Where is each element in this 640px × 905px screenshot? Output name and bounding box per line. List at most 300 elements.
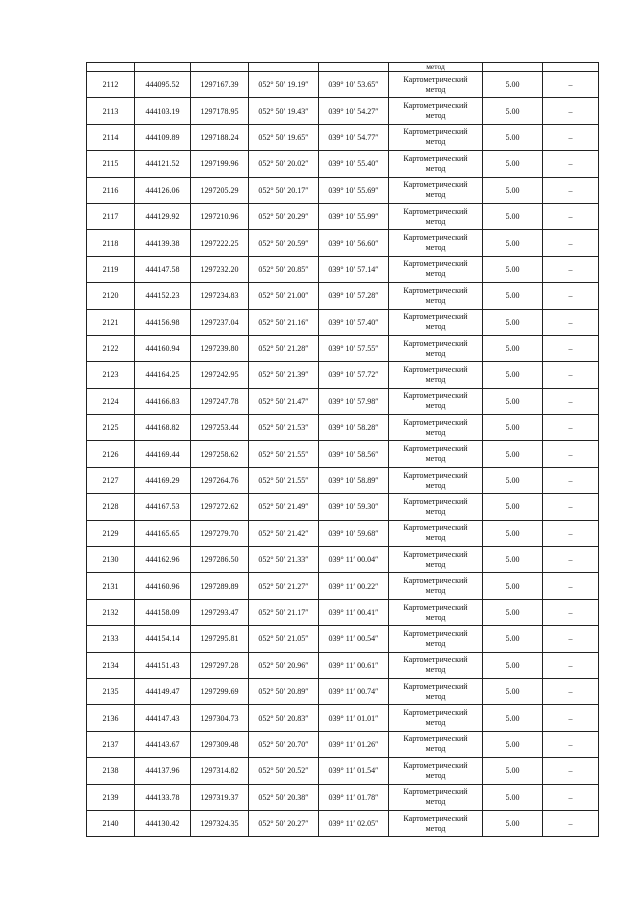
- cell-y-coordinate: 1297319.37: [191, 784, 249, 810]
- method-line-1: Картометрический: [403, 760, 468, 770]
- cell-longitude: 039° 11′ 00.74″: [319, 678, 389, 704]
- cell-method: [389, 678, 483, 704]
- table-row: [87, 678, 599, 704]
- cell-y-coordinate: 1297178.95: [191, 98, 249, 124]
- cell-x-coordinate: 444165.65: [135, 520, 191, 546]
- cell-note: –: [543, 494, 599, 520]
- cell-longitude: 039° 11′ 00.04″: [319, 547, 389, 573]
- cell-longitude: 039° 11′ 01.26″: [319, 731, 389, 757]
- cell-empty: [249, 63, 319, 72]
- cell-latitude: 052° 50′ 21.49″: [249, 494, 319, 520]
- table-row: [87, 573, 599, 599]
- cell-point-number: 2119: [87, 256, 135, 282]
- cell-note: –: [543, 758, 599, 784]
- method-line-2: метод: [425, 322, 446, 332]
- cell-accuracy: 5.00: [483, 415, 543, 441]
- cell-note: –: [543, 705, 599, 731]
- method-line-1: Картометрический: [403, 681, 468, 691]
- table-body: [87, 63, 599, 837]
- method-line-1: Картометрический: [403, 813, 468, 823]
- cell-longitude: 039° 10′ 58.56″: [319, 441, 389, 467]
- method-line-2: метод: [425, 823, 446, 833]
- cell-method: [389, 599, 483, 625]
- cell-x-coordinate: 444169.29: [135, 467, 191, 493]
- cell-x-coordinate: 444103.19: [135, 98, 191, 124]
- method-line-1: Картометрический: [403, 206, 468, 216]
- method-line-1: Картометрический: [403, 364, 468, 374]
- table-row: [87, 72, 599, 98]
- method-line-2: метод: [425, 638, 446, 648]
- method-line-2: метод: [425, 243, 446, 253]
- cell-accuracy: 5.00: [483, 309, 543, 335]
- cell-y-coordinate: 1297324.35: [191, 810, 249, 836]
- cell-x-coordinate: 444160.94: [135, 335, 191, 361]
- cell-method: [389, 810, 483, 836]
- cell-note: –: [543, 256, 599, 282]
- cell-x-coordinate: 444169.44: [135, 441, 191, 467]
- table-row: [87, 98, 599, 124]
- cell-note: –: [543, 652, 599, 678]
- method-line-1: Картометрический: [403, 391, 468, 401]
- cell-latitude: 052° 50′ 20.89″: [249, 678, 319, 704]
- cell-latitude: 052° 50′ 21.39″: [249, 362, 319, 388]
- cell-x-coordinate: 444168.82: [135, 415, 191, 441]
- cell-method: [389, 626, 483, 652]
- cell-longitude: 039° 11′ 01.54″: [319, 758, 389, 784]
- cell-longitude: 039° 11′ 01.78″: [319, 784, 389, 810]
- method-line-1: Картометрический: [403, 602, 468, 612]
- cell-accuracy: 5.00: [483, 203, 543, 229]
- method-line-1: Картометрический: [403, 74, 468, 84]
- cell-latitude: 052° 50′ 21.55″: [249, 467, 319, 493]
- cell-point-number: 2127: [87, 467, 135, 493]
- table-row-continuation: [87, 63, 599, 72]
- cell-point-number: 2123: [87, 362, 135, 388]
- cell-note: –: [543, 810, 599, 836]
- cell-note: –: [543, 283, 599, 309]
- cell-x-coordinate: 444139.38: [135, 230, 191, 256]
- cell-latitude: 052° 50′ 20.85″: [249, 256, 319, 282]
- cell-y-coordinate: 1297314.82: [191, 758, 249, 784]
- cell-note: –: [543, 626, 599, 652]
- table-row: [87, 362, 599, 388]
- cell-method: [389, 652, 483, 678]
- cell-accuracy: 5.00: [483, 810, 543, 836]
- cell-y-coordinate: 1297199.96: [191, 151, 249, 177]
- cell-y-coordinate: 1297205.29: [191, 177, 249, 203]
- table-row: [87, 520, 599, 546]
- cell-accuracy: 5.00: [483, 731, 543, 757]
- cell-longitude: 039° 10′ 57.40″: [319, 309, 389, 335]
- cell-accuracy: 5.00: [483, 362, 543, 388]
- table-row: [87, 599, 599, 625]
- cell-note: –: [543, 335, 599, 361]
- method-line-1: Картометрический: [403, 628, 468, 638]
- cell-latitude: 052° 50′ 21.42″: [249, 520, 319, 546]
- method-line-2: метод: [425, 744, 446, 754]
- cell-x-coordinate: 444121.52: [135, 151, 191, 177]
- table-row: [87, 177, 599, 203]
- method-line-2: метод: [425, 163, 446, 173]
- cell-accuracy: 5.00: [483, 441, 543, 467]
- cell-accuracy: 5.00: [483, 256, 543, 282]
- cell-y-coordinate: 1297286.50: [191, 547, 249, 573]
- method-line-2: метод: [425, 533, 446, 543]
- method-line-1: Картометрический: [403, 708, 468, 718]
- cell-x-coordinate: 444166.83: [135, 388, 191, 414]
- cell-latitude: 052° 50′ 20.02″: [249, 151, 319, 177]
- method-line-1: Картометрический: [403, 444, 468, 454]
- cell-point-number: 2132: [87, 599, 135, 625]
- cell-note: –: [543, 98, 599, 124]
- cell-point-number: 2120: [87, 283, 135, 309]
- cell-note: –: [543, 388, 599, 414]
- cell-longitude: 039° 10′ 57.55″: [319, 335, 389, 361]
- cell-y-coordinate: 1297234.83: [191, 283, 249, 309]
- cell-latitude: 052° 50′ 20.83″: [249, 705, 319, 731]
- cell-point-number: 2126: [87, 441, 135, 467]
- cell-point-number: 2137: [87, 731, 135, 757]
- cell-method: [389, 335, 483, 361]
- cell-latitude: 052° 50′ 21.47″: [249, 388, 319, 414]
- cell-empty: [319, 63, 389, 72]
- cell-latitude: 052° 50′ 21.53″: [249, 415, 319, 441]
- cell-point-number: 2113: [87, 98, 135, 124]
- cell-point-number: 2134: [87, 652, 135, 678]
- cell-empty: [87, 63, 135, 72]
- cell-y-coordinate: 1297309.48: [191, 731, 249, 757]
- cell-x-coordinate: 444133.78: [135, 784, 191, 810]
- cell-longitude: 039° 10′ 58.28″: [319, 415, 389, 441]
- cell-point-number: 2139: [87, 784, 135, 810]
- cell-latitude: 052° 50′ 21.16″: [249, 309, 319, 335]
- cell-y-coordinate: 1297304.73: [191, 705, 249, 731]
- table-row: [87, 784, 599, 810]
- cell-point-number: 2116: [87, 177, 135, 203]
- cell-x-coordinate: 444160.96: [135, 573, 191, 599]
- cell-latitude: 052° 50′ 21.28″: [249, 335, 319, 361]
- method-line-1: Картометрический: [403, 417, 468, 427]
- cell-note: –: [543, 573, 599, 599]
- cell-accuracy: 5.00: [483, 784, 543, 810]
- cell-method: [389, 784, 483, 810]
- cell-point-number: 2140: [87, 810, 135, 836]
- cell-longitude: 039° 10′ 57.28″: [319, 283, 389, 309]
- method-line-2: метод: [425, 295, 446, 305]
- cell-note: –: [543, 203, 599, 229]
- cell-note: –: [543, 230, 599, 256]
- cell-y-coordinate: 1297258.62: [191, 441, 249, 467]
- cell-x-coordinate: 444158.09: [135, 599, 191, 625]
- cell-note: –: [543, 441, 599, 467]
- cell-latitude: 052° 50′ 20.70″: [249, 731, 319, 757]
- cell-accuracy: 5.00: [483, 705, 543, 731]
- cell-method: [389, 494, 483, 520]
- cell-x-coordinate: 444164.25: [135, 362, 191, 388]
- cell-x-coordinate: 444109.89: [135, 124, 191, 150]
- cell-accuracy: 5.00: [483, 151, 543, 177]
- method-line-2: метод: [425, 84, 446, 94]
- cell-note: –: [543, 467, 599, 493]
- cell-point-number: 2131: [87, 573, 135, 599]
- cell-empty: [135, 63, 191, 72]
- method-line-2: метод: [425, 454, 446, 464]
- cell-accuracy: 5.00: [483, 652, 543, 678]
- cell-x-coordinate: 444152.23: [135, 283, 191, 309]
- method-line-2: метод: [425, 348, 446, 358]
- cell-accuracy: 5.00: [483, 283, 543, 309]
- cell-accuracy: 5.00: [483, 388, 543, 414]
- cell-accuracy: 5.00: [483, 626, 543, 652]
- cell-x-coordinate: 444156.98: [135, 309, 191, 335]
- table-row: [87, 758, 599, 784]
- cell-x-coordinate: 444149.47: [135, 678, 191, 704]
- cell-method: [389, 415, 483, 441]
- cell-latitude: 052° 50′ 20.29″: [249, 203, 319, 229]
- cell-method: [389, 151, 483, 177]
- cell-method: [389, 203, 483, 229]
- cell-latitude: 052° 50′ 20.27″: [249, 810, 319, 836]
- cell-x-coordinate: 444162.96: [135, 547, 191, 573]
- table-row: [87, 441, 599, 467]
- cell-x-coordinate: 444167.53: [135, 494, 191, 520]
- table-row: [87, 810, 599, 836]
- cell-point-number: 2114: [87, 124, 135, 150]
- cell-method: [389, 520, 483, 546]
- method-line-1: Картометрический: [403, 338, 468, 348]
- cell-y-coordinate: 1297297.28: [191, 652, 249, 678]
- cell-point-number: 2125: [87, 415, 135, 441]
- cell-point-number: 2115: [87, 151, 135, 177]
- method-line-2: метод: [425, 137, 446, 147]
- table-row: [87, 705, 599, 731]
- cell-method: [389, 388, 483, 414]
- method-line-2: метод: [425, 190, 446, 200]
- cell-y-coordinate: 1297272.62: [191, 494, 249, 520]
- method-line-1: Картометрический: [403, 153, 468, 163]
- cell-longitude: 039° 11′ 00.22″: [319, 573, 389, 599]
- cell-longitude: 039° 11′ 00.61″: [319, 652, 389, 678]
- table-row: [87, 547, 599, 573]
- table-row: [87, 230, 599, 256]
- cell-method: [389, 283, 483, 309]
- cell-note: –: [543, 731, 599, 757]
- cell-point-number: 2117: [87, 203, 135, 229]
- cell-x-coordinate: 444154.14: [135, 626, 191, 652]
- cell-note: –: [543, 599, 599, 625]
- method-line-1: Картометрический: [403, 734, 468, 744]
- method-line-2: метод: [425, 612, 446, 622]
- cell-latitude: 052° 50′ 20.38″: [249, 784, 319, 810]
- cell-longitude: 039° 10′ 55.69″: [319, 177, 389, 203]
- cell-latitude: 052° 50′ 21.05″: [249, 626, 319, 652]
- cell-latitude: 052° 50′ 20.17″: [249, 177, 319, 203]
- cell-longitude: 039° 10′ 58.89″: [319, 467, 389, 493]
- cell-method: [389, 362, 483, 388]
- cell-y-coordinate: 1297242.95: [191, 362, 249, 388]
- cell-accuracy: 5.00: [483, 494, 543, 520]
- cell-latitude: 052° 50′ 19.65″: [249, 124, 319, 150]
- cell-point-number: 2130: [87, 547, 135, 573]
- method-line-2: метод: [425, 427, 446, 437]
- cell-x-coordinate: 444129.92: [135, 203, 191, 229]
- cell-method: [389, 124, 483, 150]
- table-row: [87, 256, 599, 282]
- cell-latitude: 052° 50′ 20.96″: [249, 652, 319, 678]
- method-line-1: Картометрический: [403, 180, 468, 190]
- cell-note: –: [543, 520, 599, 546]
- cell-note: –: [543, 678, 599, 704]
- cell-method: [389, 467, 483, 493]
- method-line-2: метод: [425, 401, 446, 411]
- cell-y-coordinate: 1297237.04: [191, 309, 249, 335]
- cell-x-coordinate: 444137.96: [135, 758, 191, 784]
- cell-point-number: 2112: [87, 72, 135, 98]
- cell-y-coordinate: 1297222.25: [191, 230, 249, 256]
- cell-y-coordinate: 1297239.80: [191, 335, 249, 361]
- cell-point-number: 2135: [87, 678, 135, 704]
- table-row: [87, 467, 599, 493]
- method-line-1: Картометрический: [403, 259, 468, 269]
- cell-method: [389, 441, 483, 467]
- cell-longitude: 039° 10′ 57.14″: [319, 256, 389, 282]
- cell-latitude: 052° 50′ 20.59″: [249, 230, 319, 256]
- cell-longitude: 039° 11′ 00.41″: [319, 599, 389, 625]
- cell-note: –: [543, 177, 599, 203]
- cell-longitude: 039° 11′ 00.54″: [319, 626, 389, 652]
- cell-accuracy: 5.00: [483, 335, 543, 361]
- cell-x-coordinate: 444095.52: [135, 72, 191, 98]
- cell-point-number: 2128: [87, 494, 135, 520]
- method-line-2: метод: [425, 691, 446, 701]
- cell-latitude: 052° 50′ 21.17″: [249, 599, 319, 625]
- method-line-1: Картометрический: [403, 549, 468, 559]
- table-row: [87, 494, 599, 520]
- method-line-2: метод: [425, 269, 446, 279]
- cell-point-number: 2129: [87, 520, 135, 546]
- method-line-2: метод: [425, 216, 446, 226]
- cell-method: [389, 72, 483, 98]
- cell-method: [389, 230, 483, 256]
- cell-latitude: 052° 50′ 19.19″: [249, 72, 319, 98]
- cell-longitude: 039° 10′ 54.77″: [319, 124, 389, 150]
- method-line-2: метод: [425, 374, 446, 384]
- cell-note: –: [543, 784, 599, 810]
- cell-point-number: 2133: [87, 626, 135, 652]
- cell-latitude: 052° 50′ 20.52″: [249, 758, 319, 784]
- table-row: [87, 283, 599, 309]
- cell-longitude: 039° 10′ 55.40″: [319, 151, 389, 177]
- cell-latitude: 052° 50′ 21.27″: [249, 573, 319, 599]
- cell-point-number: 2138: [87, 758, 135, 784]
- cell-method-tail: метод: [389, 63, 483, 72]
- cell-y-coordinate: 1297253.44: [191, 415, 249, 441]
- cell-x-coordinate: 444130.42: [135, 810, 191, 836]
- table-row: [87, 335, 599, 361]
- cell-longitude: 039° 10′ 53.65″: [319, 72, 389, 98]
- cell-y-coordinate: 1297299.69: [191, 678, 249, 704]
- method-line-1: Картометрический: [403, 787, 468, 797]
- cell-accuracy: 5.00: [483, 573, 543, 599]
- cell-longitude: 039° 11′ 01.01″: [319, 705, 389, 731]
- cell-method: [389, 309, 483, 335]
- table-row: [87, 626, 599, 652]
- cell-y-coordinate: 1297188.24: [191, 124, 249, 150]
- cell-note: –: [543, 547, 599, 573]
- cell-point-number: 2118: [87, 230, 135, 256]
- cell-y-coordinate: 1297210.96: [191, 203, 249, 229]
- cell-latitude: 052° 50′ 21.00″: [249, 283, 319, 309]
- cell-method: [389, 758, 483, 784]
- cell-note: –: [543, 151, 599, 177]
- method-line-2: метод: [425, 718, 446, 728]
- cell-y-coordinate: 1297232.20: [191, 256, 249, 282]
- method-line-2: метод: [425, 111, 446, 121]
- cell-note: –: [543, 72, 599, 98]
- cell-y-coordinate: 1297295.81: [191, 626, 249, 652]
- cell-longitude: 039° 10′ 59.30″: [319, 494, 389, 520]
- method-line-2: метод: [425, 480, 446, 490]
- cell-method: [389, 177, 483, 203]
- cell-longitude: 039° 11′ 02.05″: [319, 810, 389, 836]
- cell-latitude: 052° 50′ 21.55″: [249, 441, 319, 467]
- method-line-1: Картометрический: [403, 496, 468, 506]
- table-row: [87, 415, 599, 441]
- cell-method: [389, 256, 483, 282]
- table-row: [87, 203, 599, 229]
- cell-accuracy: 5.00: [483, 758, 543, 784]
- cell-accuracy: 5.00: [483, 98, 543, 124]
- method-line-2: метод: [425, 797, 446, 807]
- method-line-1: Картометрический: [403, 576, 468, 586]
- cell-latitude: 052° 50′ 21.33″: [249, 547, 319, 573]
- cell-point-number: 2122: [87, 335, 135, 361]
- method-line-2: метод: [425, 559, 446, 569]
- cell-point-number: 2121: [87, 309, 135, 335]
- cell-y-coordinate: 1297264.76: [191, 467, 249, 493]
- cell-accuracy: 5.00: [483, 230, 543, 256]
- cell-note: –: [543, 309, 599, 335]
- cell-empty: [483, 63, 543, 72]
- method-line-1: Картометрический: [403, 655, 468, 665]
- cell-longitude: 039° 10′ 54.27″: [319, 98, 389, 124]
- cell-y-coordinate: 1297289.89: [191, 573, 249, 599]
- method-line-1: Картометрический: [403, 127, 468, 137]
- method-line-1: Картометрический: [403, 523, 468, 533]
- cell-x-coordinate: 444151.43: [135, 652, 191, 678]
- cell-y-coordinate: 1297247.78: [191, 388, 249, 414]
- cell-longitude: 039° 10′ 55.99″: [319, 203, 389, 229]
- cell-method: [389, 731, 483, 757]
- method-line-1: Картометрический: [403, 470, 468, 480]
- table-row: [87, 309, 599, 335]
- cell-x-coordinate: 444147.43: [135, 705, 191, 731]
- cell-latitude: 052° 50′ 19.43″: [249, 98, 319, 124]
- method-line-2: метод: [425, 770, 446, 780]
- cell-accuracy: 5.00: [483, 547, 543, 573]
- cell-accuracy: 5.00: [483, 72, 543, 98]
- cell-accuracy: 5.00: [483, 520, 543, 546]
- cell-longitude: 039° 10′ 59.68″: [319, 520, 389, 546]
- method-line-2: метод: [425, 506, 446, 516]
- cell-x-coordinate: 444143.67: [135, 731, 191, 757]
- table-row: [87, 652, 599, 678]
- cell-point-number: 2136: [87, 705, 135, 731]
- cell-note: –: [543, 362, 599, 388]
- cell-method: [389, 98, 483, 124]
- cell-x-coordinate: 444126.06: [135, 177, 191, 203]
- cell-longitude: 039° 10′ 57.98″: [319, 388, 389, 414]
